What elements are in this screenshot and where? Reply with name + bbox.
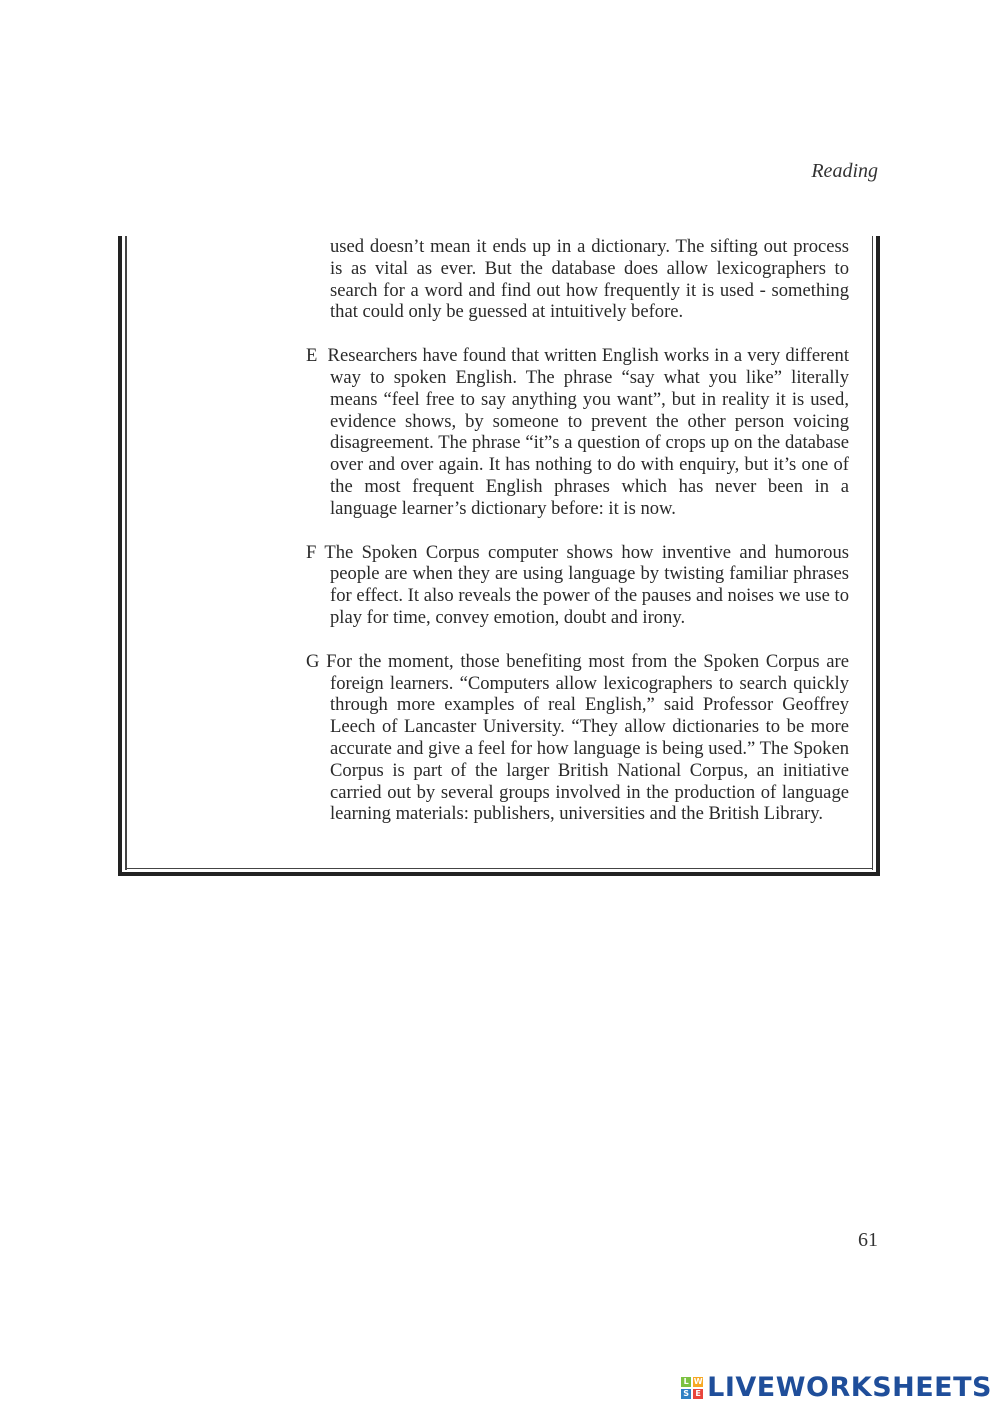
frame-inner-border-left <box>125 236 127 870</box>
frame-border-bottom <box>118 872 880 876</box>
paragraph-text: used doesn’t mean it ends up in a dictionary. The sifting out process is as vital as ever. But the database does allow lexicographers to search for a word and find out how frequently it is used - something that could only be guessed at intuitively before. <box>330 236 849 323</box>
reading-passage <box>306 236 849 847</box>
paragraph-label: F <box>306 541 317 563</box>
frame-border-left <box>118 236 122 876</box>
paragraph-label: G <box>306 650 320 672</box>
liveworksheets-watermark <box>681 1372 992 1403</box>
paragraph-text: Researchers have found that written English works in a very different way to spoken English. The phrase “say what you like” literally means “feel free to say anything you want”, but in reality it is used, evidence shows, by someone to prevent the other person voicing disagreement. The phrase “it”s a question of crops up on the database over and over again. It has nothing to do with enquiry, but it’s one of the most frequent English phrases which has never been in a language learner’s dictionary before: it is now. <box>327 345 849 519</box>
paragraph-text: The Spoken Corpus computer shows how inventive and humorous people are when they are using language by twisting familiar phrases for effect. It also reveals the power of the pauses and noises we use to play for time, convey emotion, doubt and irony. <box>324 541 849 628</box>
watermark-text: LIVEWORKSHEETS <box>707 1372 992 1403</box>
frame-inner-border-right <box>872 236 874 870</box>
logo-tile: E <box>693 1389 703 1399</box>
paragraph-continuation <box>306 236 849 323</box>
liveworksheets-logo-icon <box>681 1377 703 1399</box>
paragraph-text: For the moment, those benefiting most from the Spoken Corpus are foreign learners. “Computers allow lexicographers to search quickly through more examples of real English,” said Professor Geoffrey Leech of Lancaster University. “They allow dictionaries to be more accurate and give a feel for how language is being used.” The Spoken Corpus is part of the larger British National Corpus, an initiative carried out by several groups involved in the production of language learning materials: publishers, universities and the British Library. <box>326 650 850 825</box>
paragraph-e <box>306 345 849 519</box>
paragraph-label: E <box>306 345 318 367</box>
page-number: 61 <box>858 1229 878 1251</box>
logo-tile: S <box>681 1389 691 1399</box>
paragraph-f <box>306 542 849 629</box>
logo-tile: L <box>681 1377 691 1387</box>
frame-border-right <box>876 236 880 876</box>
frame-inner-border-bottom <box>125 868 873 870</box>
section-header: Reading <box>811 160 878 182</box>
paragraph-g <box>306 651 849 825</box>
logo-tile: W <box>693 1376 703 1386</box>
